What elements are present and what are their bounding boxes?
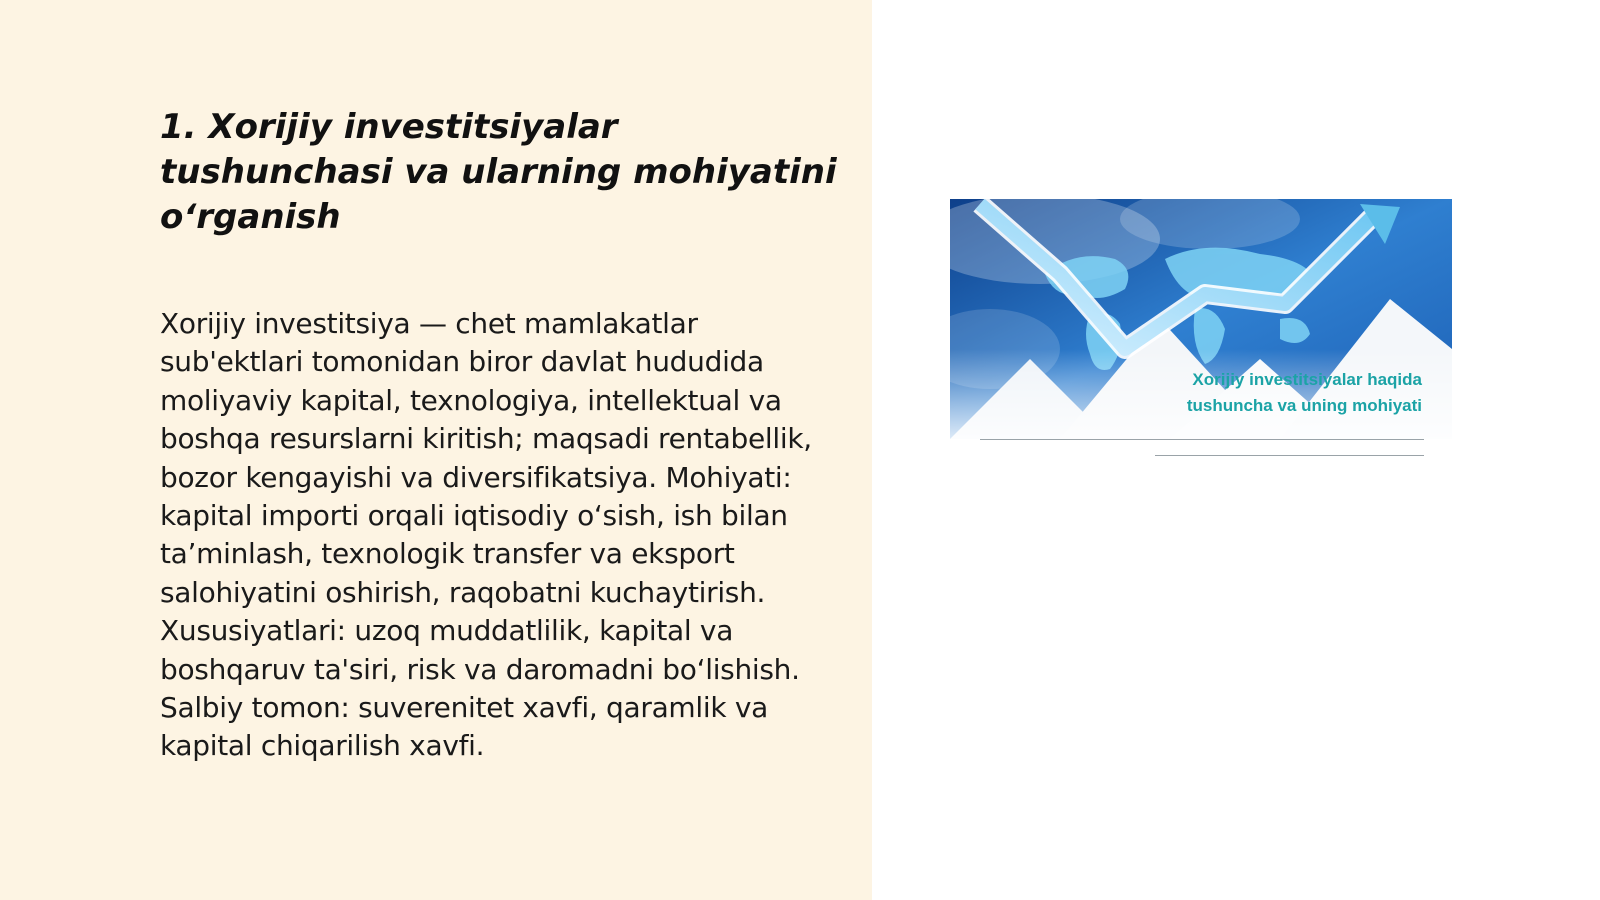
slide-title: 1. Xorijiy investitsiyalar tushunchasi va ularning mohiyatini o‘rganish xyxy=(160,107,837,237)
image-caption xyxy=(1187,367,1422,419)
slide-body-text: Xorijiy investitsiya — chet mamlakatlar sub'ektlari tomonidan biror davlat hududida moliyaviy kapital, texnologiya, intellektual va boshqa resurslarni kiritish; maqsadi rentabellik, bozor kengayishi va diversifikatsiya. Mohiyati: kapital importi orqali iqtisodiy o‘sish, ish bilan ta’minlash, texnologik transfer va eksport salohiyatini oshirish, raqobatni kuchaytirish. Xususiyatlari: uzoq muddatlilik, kapital va boshqaruv ta'siri, risk va daromadni bo‘lishish. Salbiy tomon: suverenitet xavfi, qaramlik va kapital chiqarilish xavfi. xyxy=(160,307,812,763)
image-caption-line-1: Xorijiy investitsiyalar haqida xyxy=(1192,370,1422,389)
investment-illustration xyxy=(950,199,1452,457)
divider-line xyxy=(980,439,1424,440)
divider-line xyxy=(1155,455,1424,456)
image-caption-line-2: tushuncha va uning mohiyati xyxy=(1186,396,1422,415)
